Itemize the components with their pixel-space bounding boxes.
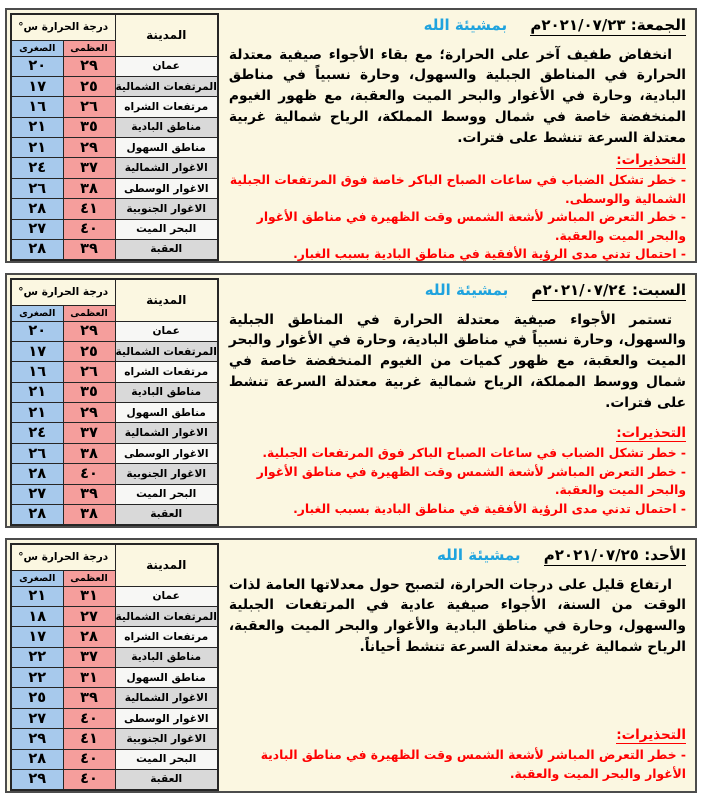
forecast-section-friday xyxy=(5,8,697,263)
max-temp-cell: ٢٩ xyxy=(63,56,115,76)
section-header xyxy=(229,281,686,301)
warning-item: - خطر التعرض المباشر لأشعة الشمس وقت الظهيرة في مناطق البادية الأغوار والبحر الميت والعقبة. xyxy=(260,748,686,781)
max-temp-cell: ٣١ xyxy=(63,668,115,688)
max-temp-cell: ٢٨ xyxy=(63,627,115,647)
table-row xyxy=(11,647,218,667)
city-cell: المرتفعات الشمالية xyxy=(115,606,218,626)
table-row xyxy=(11,627,218,647)
table-row xyxy=(11,240,218,260)
min-temp-cell: ٢٨ xyxy=(11,464,63,484)
city-cell: مرتفعات الشراه xyxy=(115,627,218,647)
min-temp-cell: ٢٨ xyxy=(11,505,63,525)
city-column-header: المدينة xyxy=(115,14,218,56)
table-row xyxy=(11,321,218,341)
max-temp-cell: ٤٠ xyxy=(63,708,115,728)
max-temp-cell: ٢٥ xyxy=(63,76,115,96)
min-temp-cell: ٢٤ xyxy=(11,158,63,178)
min-temp-cell: ٢١ xyxy=(11,382,63,402)
table-row xyxy=(11,464,218,484)
city-column-header: المدينة xyxy=(115,279,218,321)
min-temp-cell: ١٦ xyxy=(11,97,63,117)
min-temp-header: الصغرى xyxy=(11,305,63,321)
min-temp-cell: ١٦ xyxy=(11,362,63,382)
forecast-section-saturday xyxy=(5,273,697,528)
min-temp-cell: ٢٤ xyxy=(11,423,63,443)
table-row xyxy=(11,729,218,749)
forecast-paragraph: تستمر الأجواء صيفية معتدلة الحرارة في المناطق الجبلية والسهول، وحارة نسبياً في مناطق البادية، وحارة في الأغوار والبحر الميت والعقبة، مع ظهور كميات من الغيوم المنخفضة خاصة في شمال ووسط المملكة، الرياح شمالية غربية معتدلة السرعة تنشط على فترات. xyxy=(228,311,686,412)
max-temp-cell: ٣٥ xyxy=(63,117,115,137)
warning-item: - احتمال تدني مدى الرؤية الأفقية في مناطق البادية بسبب الغبار. xyxy=(293,501,686,516)
date-value: ٢٠٢١/٠٧/٢٥ xyxy=(554,546,639,564)
city-cell: مناطق البادية xyxy=(115,117,218,137)
forecast-text-column xyxy=(219,278,692,523)
city-cell: مناطق السهول xyxy=(115,668,218,688)
min-temp-cell: ١٧ xyxy=(11,76,63,96)
max-temp-header: العظمى xyxy=(63,40,115,56)
warnings-block xyxy=(229,724,686,783)
table-row xyxy=(11,97,218,117)
city-cell: العقبة xyxy=(115,770,218,790)
table-row xyxy=(11,138,218,158)
max-temp-cell: ٤٠ xyxy=(63,770,115,790)
table-row xyxy=(11,423,218,443)
min-temp-cell: ٢٥ xyxy=(11,688,63,708)
table-row xyxy=(11,117,218,137)
min-temp-cell: ٢٨ xyxy=(11,199,63,219)
min-temp-cell: ٢١ xyxy=(11,138,63,158)
era-suffix: م xyxy=(531,281,543,299)
min-temp-cell: ١٧ xyxy=(11,627,63,647)
min-temp-cell: ٢١ xyxy=(11,586,63,606)
max-temp-cell: ٣١ xyxy=(63,586,115,606)
day-date xyxy=(532,281,686,301)
blessing-text: بمشيئة الله xyxy=(423,16,508,34)
city-cell: الاغوار الوسطى xyxy=(115,178,218,198)
table-row xyxy=(11,484,218,504)
city-cell: مناطق السهول xyxy=(115,138,218,158)
table-row xyxy=(11,770,218,790)
table-row xyxy=(11,362,218,382)
temperature-column-header: درجة الحرارة س° xyxy=(11,544,115,570)
warning-item: - خطر تشكل الضباب في ساعات الصباح الباكر خاصة فوق المرتفعات الجبلية الشمالية والوسطى. xyxy=(229,173,686,206)
city-cell: العقبة xyxy=(115,240,218,260)
city-cell: مرتفعات الشراه xyxy=(115,362,218,382)
warnings-list xyxy=(229,746,686,783)
min-temp-cell: ٢٢ xyxy=(11,647,63,667)
city-cell: البحر الميت xyxy=(115,484,218,504)
day-name: الجمعة: xyxy=(630,16,686,34)
city-cell: المرتفعات الشمالية xyxy=(115,76,218,96)
city-cell: الاغوار الجنوبية xyxy=(115,199,218,219)
min-temp-cell: ٢٩ xyxy=(11,770,63,790)
date-value: ٢٠٢١/٠٧/٢٤ xyxy=(542,281,627,299)
max-temp-header: العظمى xyxy=(63,305,115,321)
max-temp-cell: ٤١ xyxy=(63,199,115,219)
max-temp-cell: ٢٩ xyxy=(63,321,115,341)
forecast-text-column xyxy=(219,13,692,262)
max-temp-cell: ٢٦ xyxy=(63,362,115,382)
min-temp-cell: ٢٨ xyxy=(11,749,63,769)
temperature-table xyxy=(10,278,219,526)
max-temp-cell: ٤١ xyxy=(63,729,115,749)
temperature-table xyxy=(10,543,219,791)
forecast-paragraph: انخفاض طفيف آخر على الحرارة؛ مع بقاء الأجواء صيفية معتدلة الحرارة في المناطق الجبلية والسهول، وحارة نسبياً في مناطق البادية، وحارة في الأغوار والبحر الميت والعقبة، مع ظهور الغيوم المنخفضة خاصة في شمال ووسط المملكة، الرياح شمالية غربية معتدلة السرعة تنشط على فترات. xyxy=(228,46,686,147)
min-temp-cell: ١٨ xyxy=(11,606,63,626)
max-temp-cell: ٣٨ xyxy=(63,178,115,198)
table-row xyxy=(11,586,218,606)
max-temp-cell: ٢٩ xyxy=(63,403,115,423)
table-row xyxy=(11,341,218,361)
city-cell: مرتفعات الشراه xyxy=(115,97,218,117)
city-cell: عمان xyxy=(115,321,218,341)
warning-item: - احتمال تدني مدى الرؤية الأفقية في مناطق البادية بسبب الغبار. xyxy=(293,247,686,262)
table-row xyxy=(11,178,218,198)
city-column-header: المدينة xyxy=(115,544,218,586)
min-temp-cell: ٢٠ xyxy=(11,321,63,341)
temperature-rows xyxy=(11,56,218,260)
table-row xyxy=(11,688,218,708)
day-name: الأحد: xyxy=(644,546,686,564)
temperature-rows xyxy=(11,321,218,525)
table-row xyxy=(11,382,218,402)
city-cell: المرتفعات الشمالية xyxy=(115,341,218,361)
era-suffix: م xyxy=(543,546,555,564)
min-temp-header: الصغرى xyxy=(11,40,63,56)
warnings-title: التحذيرات: xyxy=(616,152,686,169)
max-temp-cell: ٤٠ xyxy=(63,219,115,239)
min-temp-header: الصغرى xyxy=(11,570,63,586)
forecast-section-sunday xyxy=(5,538,697,793)
table-row xyxy=(11,219,218,239)
city-cell: الاغوار الشمالية xyxy=(115,423,218,443)
table-row xyxy=(11,76,218,96)
max-temp-cell: ٣٧ xyxy=(63,158,115,178)
table-row xyxy=(11,56,218,76)
city-cell: الاغوار الوسطى xyxy=(115,443,218,463)
warning-item: - خطر تشكل الضباب في ساعات الصباح الباكر فوق المرتفعات الجبلية. xyxy=(262,446,686,461)
city-cell: العقبة xyxy=(115,505,218,525)
city-cell: الاغوار الجنوبية xyxy=(115,464,218,484)
blessing-text: بمشيئة الله xyxy=(424,281,509,299)
table-row xyxy=(11,749,218,769)
era-suffix: م xyxy=(530,16,542,34)
min-temp-cell: ٢٦ xyxy=(11,178,63,198)
warning-item: - خطر التعرض المباشر لأشعة الشمس وقت الظهيرة في مناطق الأغوار والبحر الميت والعقبة. xyxy=(256,464,686,498)
temperature-rows xyxy=(11,586,218,790)
min-temp-cell: ٢٦ xyxy=(11,443,63,463)
day-name: السبت: xyxy=(631,281,686,299)
city-cell: مناطق البادية xyxy=(115,647,218,667)
max-temp-cell: ٣٥ xyxy=(63,382,115,402)
max-temp-cell: ٢٧ xyxy=(63,606,115,626)
min-temp-cell: ٢٢ xyxy=(11,668,63,688)
warning-item: - خطر التعرض المباشر لأشعة الشمس وقت الظهيرة في مناطق الأغوار والبحر الميت والعقبة. xyxy=(256,210,686,243)
warnings-title: التحذيرات: xyxy=(616,727,686,744)
warnings-block xyxy=(229,422,686,518)
city-cell: الاغوار الشمالية xyxy=(115,688,218,708)
min-temp-cell: ٢٧ xyxy=(11,484,63,504)
warnings-list xyxy=(229,444,686,518)
table-row xyxy=(11,668,218,688)
day-date xyxy=(544,546,686,566)
warnings-block xyxy=(229,149,686,263)
city-cell: الاغوار الشمالية xyxy=(115,158,218,178)
max-temp-cell: ٣٧ xyxy=(63,647,115,667)
city-cell: الاغوار الوسطى xyxy=(115,708,218,728)
table-row xyxy=(11,443,218,463)
min-temp-cell: ٢١ xyxy=(11,117,63,137)
max-temp-cell: ٣٨ xyxy=(63,505,115,525)
table-row xyxy=(11,158,218,178)
max-temp-cell: ٢٩ xyxy=(63,138,115,158)
city-cell: الاغوار الجنوبية xyxy=(115,729,218,749)
max-temp-cell: ٣٩ xyxy=(63,240,115,260)
max-temp-cell: ٣٧ xyxy=(63,423,115,443)
forecast-paragraph: ارتفاع قليل على درجات الحرارة، لتصبح حول معدلاتها العامة لذات الوقت من السنة، الأجواء صيفية عادية في المرتفعات الجبلية والسهول، وحارة في مناطق البادية والأغوار والبحر الميت والعقبة، الرياح شمالية غربية معتدلة السرعة تنشط أحياناً. xyxy=(228,576,686,656)
min-temp-cell: ٢٠ xyxy=(11,56,63,76)
max-temp-header: العظمى xyxy=(63,570,115,586)
temperature-table xyxy=(10,13,219,261)
max-temp-cell: ٢٦ xyxy=(63,97,115,117)
max-temp-cell: ٢٥ xyxy=(63,341,115,361)
warnings-list xyxy=(229,171,686,263)
table-row xyxy=(11,505,218,525)
warnings-title: التحذيرات: xyxy=(616,425,686,442)
weather-bulletin xyxy=(0,8,701,800)
min-temp-cell: ٢١ xyxy=(11,403,63,423)
section-header xyxy=(229,546,686,566)
table-row xyxy=(11,708,218,728)
city-cell: مناطق السهول xyxy=(115,403,218,423)
max-temp-cell: ٤٠ xyxy=(63,464,115,484)
city-cell: عمان xyxy=(115,56,218,76)
city-cell: عمان xyxy=(115,586,218,606)
max-temp-cell: ٣٨ xyxy=(63,443,115,463)
temperature-column-header: درجة الحرارة س° xyxy=(11,14,115,40)
temperature-column-header: درجة الحرارة س° xyxy=(11,279,115,305)
blessing-text: بمشيئة الله xyxy=(437,546,521,564)
max-temp-cell: ٣٩ xyxy=(63,688,115,708)
min-temp-cell: ٢٧ xyxy=(11,708,63,728)
city-cell: البحر الميت xyxy=(115,749,218,769)
max-temp-cell: ٤٠ xyxy=(63,749,115,769)
min-temp-cell: ٢٩ xyxy=(11,729,63,749)
table-row xyxy=(11,403,218,423)
min-temp-cell: ١٧ xyxy=(11,341,63,361)
forecast-text-column xyxy=(219,543,692,788)
date-value: ٢٠٢١/٠٧/٢٣ xyxy=(541,16,626,34)
min-temp-cell: ٢٨ xyxy=(11,240,63,260)
min-temp-cell: ٢٧ xyxy=(11,219,63,239)
section-header xyxy=(229,16,686,36)
day-date xyxy=(530,16,686,36)
table-row xyxy=(11,199,218,219)
table-row xyxy=(11,606,218,626)
max-temp-cell: ٣٩ xyxy=(63,484,115,504)
city-cell: مناطق البادية xyxy=(115,382,218,402)
city-cell: البحر الميت xyxy=(115,219,218,239)
